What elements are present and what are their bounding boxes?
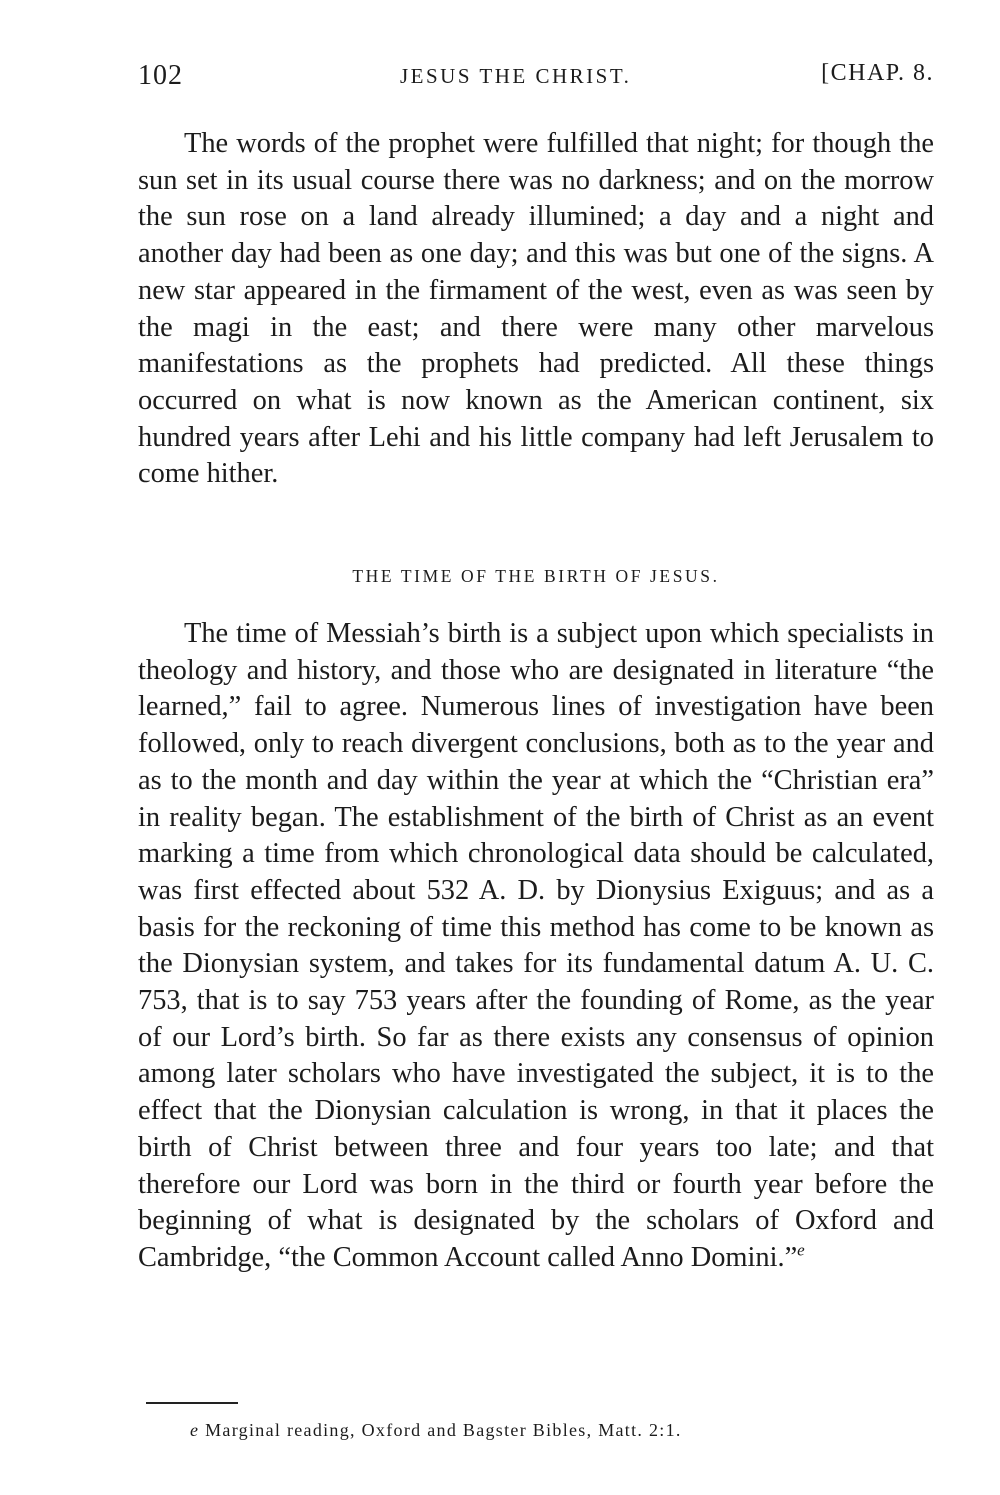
paragraph-signs-fulfilled — [138, 126, 934, 493]
paragraph-text: The words of the prophet were fulfilled that night; for though the sun set in its usual course there was no darkness; and on the morrow the sun rose on a land already illumined; a day and a night and another day had been as one day; and this was but one of the signs. A new star appeared in the firmament of the west, even as was seen by the magi in the east; and there were many other marvelous manifestations as the prophets had predicted. All these things occurred on what is now known as the American continent, six hundred years after Lehi and his little company had left Jerusalem to come hither. — [138, 128, 934, 490]
chapter-label: [CHAP. 8. — [821, 60, 934, 86]
footnote-marker: e — [190, 1420, 200, 1440]
running-head — [138, 60, 934, 100]
paragraph-birth-date — [138, 616, 934, 1277]
footnote-text: Marginal reading, Oxford and Bagster Bibles, Matt. 2:1. — [205, 1420, 682, 1440]
footnote-divider — [146, 1402, 238, 1404]
running-title: JESUS THE CHRIST. — [400, 64, 632, 88]
footnote — [190, 1420, 934, 1441]
page-number: 102 — [138, 60, 183, 91]
paragraph-text: The time of Messiah’s birth is a subject upon which specialists in theology and history, and those who are designated in literature “the learned,” fail to agree. Numerous lines of investigation have been followed, only to reach divergent conclusions, both as to the year and as to the month and day within the year at which the “Christian era” in reality began. The establishment of the birth of Christ as an event marking a time from which chronological data should be calculated, was first effected about 532 A. D. by Dionysius Exiguus; and as a basis for the reckoning of time this method has come to be known as the Dionysian system, and takes for its fundamental datum A. U. C. 753, that is to say 753 years after the founding of Rome, as the year of our Lord’s birth. So far as there exists any consensus of opinion among later scholars who have investigated the subject, it is to the effect that the Dionysian calculation is wrong, in that it places the birth of Christ between three and four years too late; and that therefore our Lord was born in the third or fourth year before the beginning of what is designated by the scholars of Oxford and Cambridge, “the Common Account called Anno Domini.” — [138, 618, 934, 1273]
footnote-reference[interactable]: e — [797, 1240, 805, 1260]
section-heading: THE TIME OF THE BIRTH OF JESUS. — [352, 566, 720, 586]
